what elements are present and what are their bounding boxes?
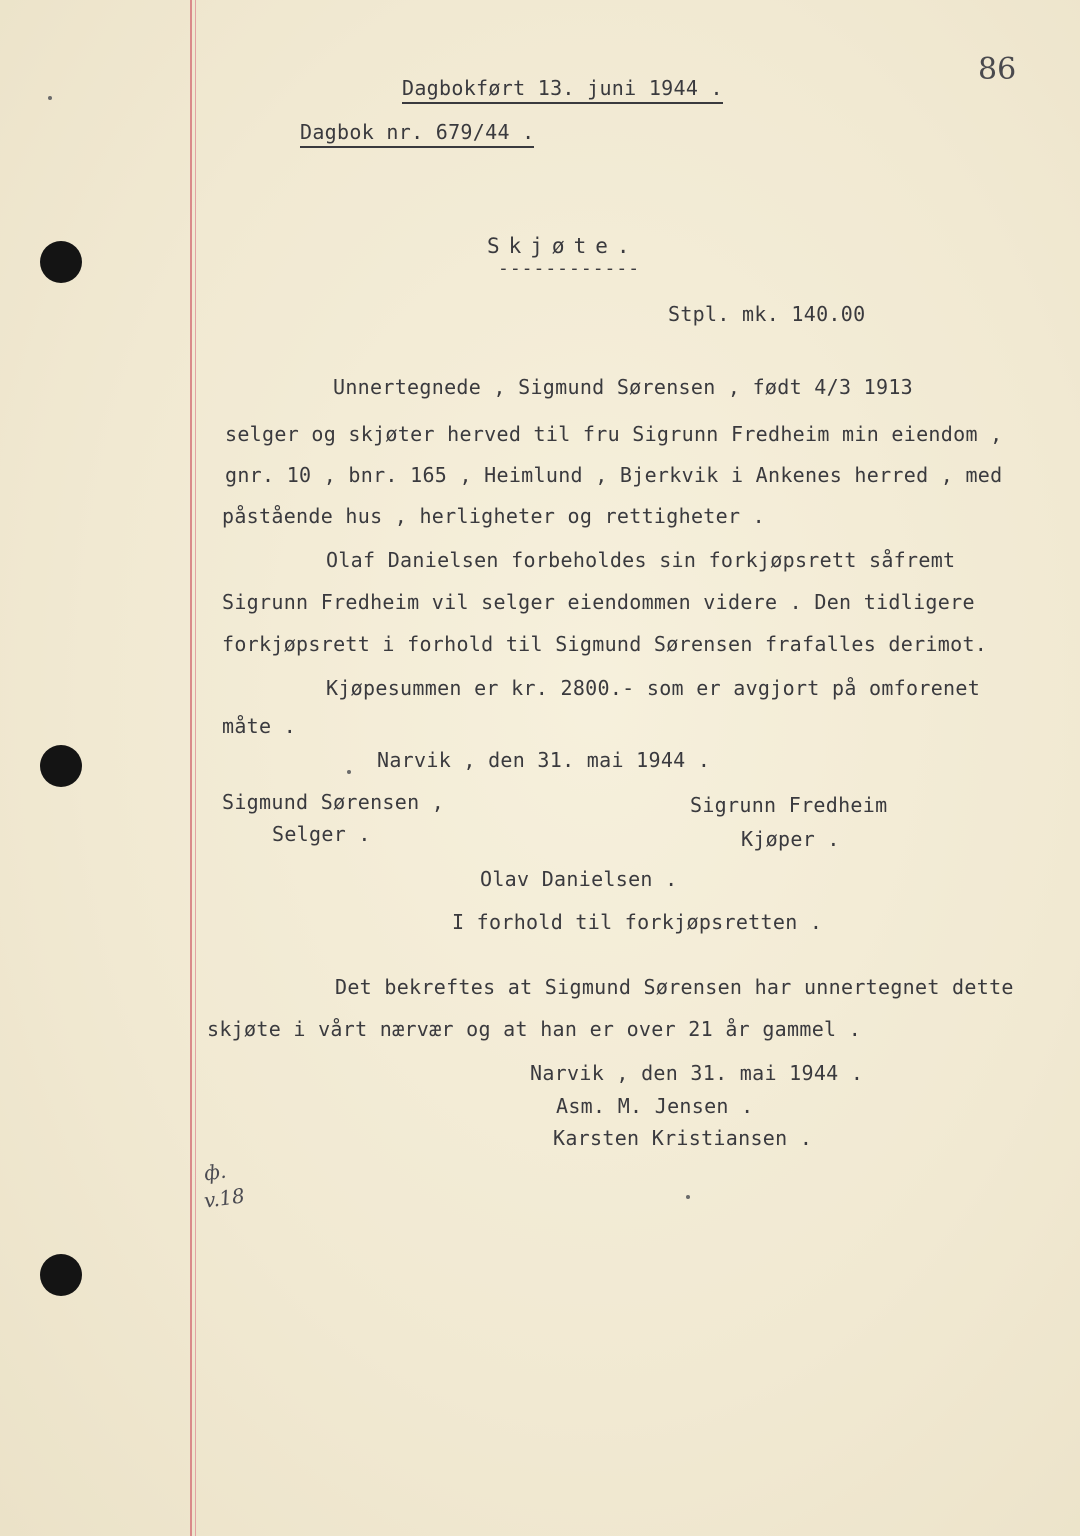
speck	[48, 96, 52, 100]
preemption-note: I forhold til forkjøpsretten .	[452, 910, 823, 934]
dagbok-number: Dagbok nr. 679/44 .	[300, 120, 534, 148]
punch-hole-bottom	[40, 1254, 82, 1296]
preemption-name: Olav Danielsen .	[480, 867, 678, 891]
handwritten-mark-1: ф.	[202, 1158, 228, 1186]
title-rule: ------------	[498, 258, 641, 279]
place-date-2: Narvik , den 31. mai 1944 .	[530, 1061, 864, 1085]
seller-role: Selger .	[272, 822, 371, 846]
speck	[347, 770, 351, 774]
seller-name: Sigmund Sørensen ,	[222, 790, 445, 814]
body-line-1: Unnertegnede , Sigmund Sørensen , født 4/3 1913	[333, 375, 914, 399]
speck	[686, 1195, 690, 1199]
document-title: Skjøte.	[487, 234, 639, 258]
punch-hole-middle	[40, 745, 82, 787]
buyer-role: Kjøper .	[741, 827, 840, 851]
body-line-4: påstående hus , herligheter og rettigheter .	[222, 504, 766, 528]
body-line-5: Olaf Danielsen forbeholdes sin forkjøpsrett såfremt	[326, 548, 956, 572]
punch-hole-top	[40, 241, 82, 283]
witness-2: Karsten Kristiansen .	[553, 1126, 813, 1150]
place-date-1: Narvik , den 31. mai 1944 .	[377, 748, 711, 772]
buyer-name: Sigrunn Fredheim	[690, 793, 888, 817]
body-line-2: selger og skjøter herved til fru Sigrunn Fredheim min eiendom ,	[225, 422, 1003, 446]
body-line-3: gnr. 10 , bnr. 165 , Heimlund , Bjerkvik i Ankenes herred , med	[225, 463, 1003, 487]
handwritten-mark-2: v.18	[202, 1183, 247, 1213]
dagbokfort-line: Dagbokført 13. juni 1944 .	[402, 76, 723, 104]
stamp-duty: Stpl. mk. 140.00	[668, 302, 866, 326]
margin-line-left	[190, 0, 192, 1536]
witness-line-1: Det bekreftes at Sigmund Sørensen har unnertegnet dette	[335, 975, 1014, 999]
body-line-7: forkjøpsrett i forhold til Sigmund Sørensen frafalles derimot.	[222, 632, 988, 656]
witness-line-2: skjøte i vårt nærvær og at han er over 21 år gammel .	[207, 1017, 862, 1041]
witness-1: Asm. M. Jensen .	[556, 1094, 754, 1118]
margin-line-right	[195, 0, 196, 1536]
body-line-9: måte .	[222, 714, 297, 738]
page-number: 86	[978, 52, 1017, 87]
body-line-8: Kjøpesummen er kr. 2800.- som er avgjort på omforenet	[326, 676, 981, 700]
body-line-6: Sigrunn Fredheim vil selger eiendommen videre . Den tidligere	[222, 590, 975, 614]
